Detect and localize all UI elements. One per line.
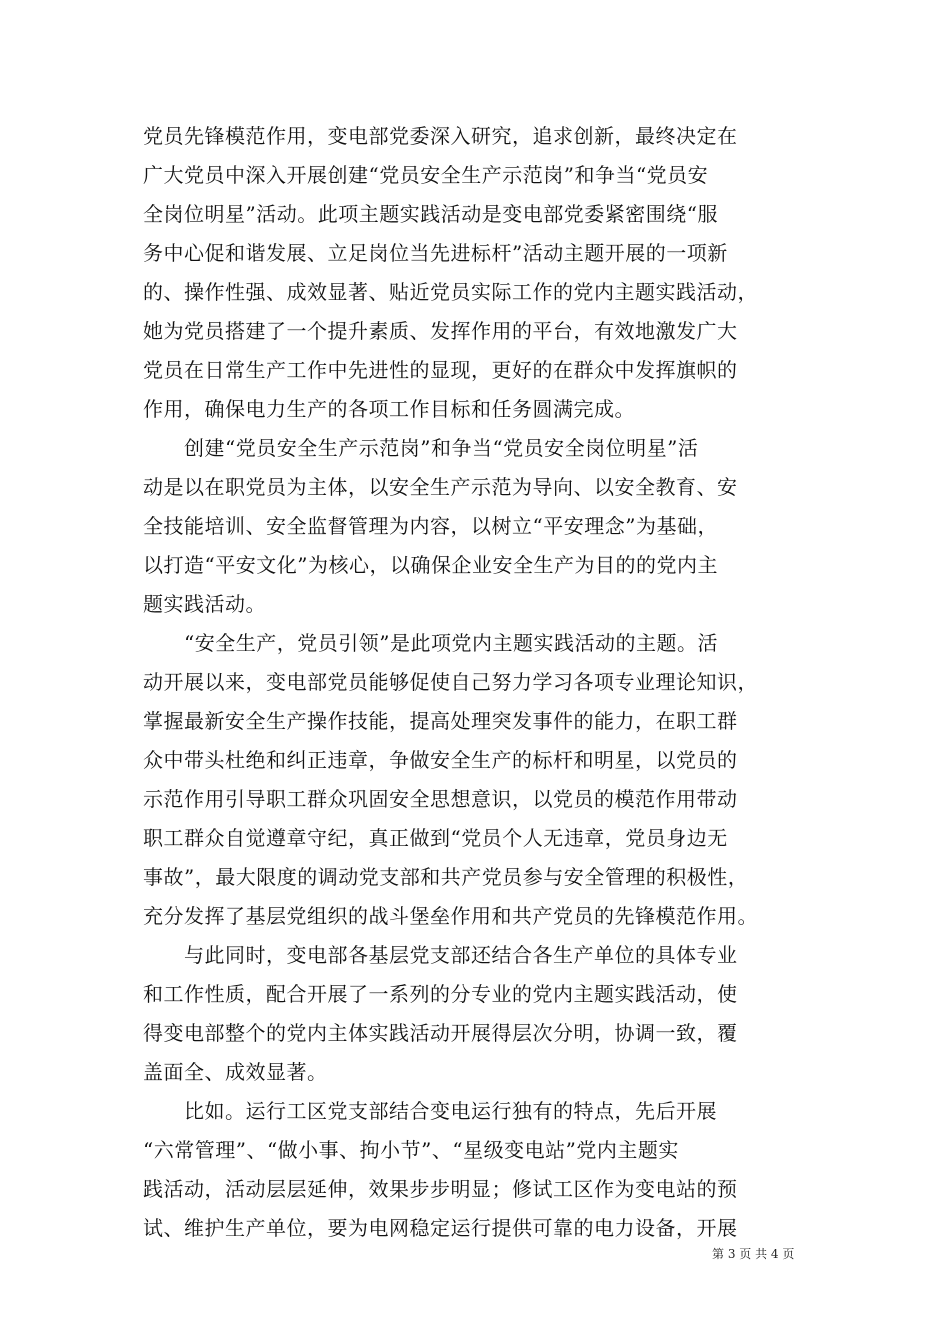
text-line: “安全生产，党员引领”是此项党内主题实践活动的主题。活 xyxy=(143,631,718,655)
page-number: 第 3 页 共 4 页 xyxy=(712,1247,795,1261)
text-line: 的、操作性强、成效显著、贴近党员实际工作的党内主题实践活动， xyxy=(143,280,758,304)
text-line: 职工群众自觉遵章守纪，真正做到“党员个人无违章，党员身边无 xyxy=(143,826,728,850)
text-line: 得变电部整个的党内主体实践活动开展得层次分明，协调一致，覆 xyxy=(143,1021,738,1045)
document-body xyxy=(143,117,810,1248)
text-line: 掌握最新安全生产操作技能，提高处理突发事件的能力，在职工群 xyxy=(143,709,738,733)
text-line: 和工作性质，配合开展了一系列的分专业的党内主题实践活动，使 xyxy=(143,982,738,1006)
text-line: 广大党员中深入开展创建“党员安全生产示范岗”和争当“党员安 xyxy=(143,163,709,187)
text-line: 以打造“平安文化”为核心，以确保企业安全生产为目的的党内主 xyxy=(143,553,718,577)
text-line: 务中心促和谐发展、立足岗位当先进标杆”活动主题开展的一项新 xyxy=(143,241,728,265)
text-line: 题实践活动。 xyxy=(143,592,266,616)
text-line: 创建“党员安全生产示范岗”和争当“党员安全岗位明星”活 xyxy=(143,436,699,460)
text-line: 全岗位明星”活动。此项主题实践活动是变电部党委紧密围绕“服 xyxy=(143,202,718,226)
text-line: 动开展以来，变电部党员能够促使自己努力学习各项专业理论知识， xyxy=(143,670,758,694)
text-line: 试、维护生产单位，要为电网稳定运行提供可靠的电力设备，开展 xyxy=(143,1216,738,1240)
text-line: 党员在日常生产工作中先进性的显现，更好的在群众中发挥旗帜的 xyxy=(143,358,738,382)
text-line: 作用，确保电力生产的各项工作目标和任务圆满完成。 xyxy=(143,397,635,421)
text-line: 众中带头杜绝和纠正违章，争做安全生产的标杆和明星，以党员的 xyxy=(143,748,738,772)
text-line: 动是以在职党员为主体，以安全生产示范为导向、以安全教育、安 xyxy=(143,475,738,499)
text-line: 事故”，最大限度的调动党支部和共产党员参与安全管理的积极性， xyxy=(143,865,749,889)
text-line: 比如。运行工区党支部结合变电运行独有的特点，先后开展 xyxy=(143,1099,717,1123)
text-line: 充分发挥了基层党组织的战斗堡垒作用和共产党员的先锋模范作用。 xyxy=(143,904,758,928)
text-line: 党员先锋模范作用，变电部党委深入研究，追求创新，最终决定在 xyxy=(143,124,738,148)
text-line: 践活动，活动层层延伸，效果步步明显；修试工区作为变电站的预 xyxy=(143,1177,738,1201)
text-line: 示范作用引导职工群众巩固安全思想意识，以党员的模范作用带动 xyxy=(143,787,738,811)
text-line: “六常管理”、“做小事、拘小节”、“星级变电站”党内主题实 xyxy=(143,1138,679,1162)
text-line: 全技能培训、安全监督管理为内容，以树立“平安理念”为基础， xyxy=(143,514,718,538)
text-line: 与此同时，变电部各基层党支部还结合各生产单位的具体专业 xyxy=(143,943,738,967)
text-line: 她为党员搭建了一个提升素质、发挥作用的平台，有效地激发广大 xyxy=(143,319,738,343)
text-line: 盖面全、成效显著。 xyxy=(143,1060,328,1084)
